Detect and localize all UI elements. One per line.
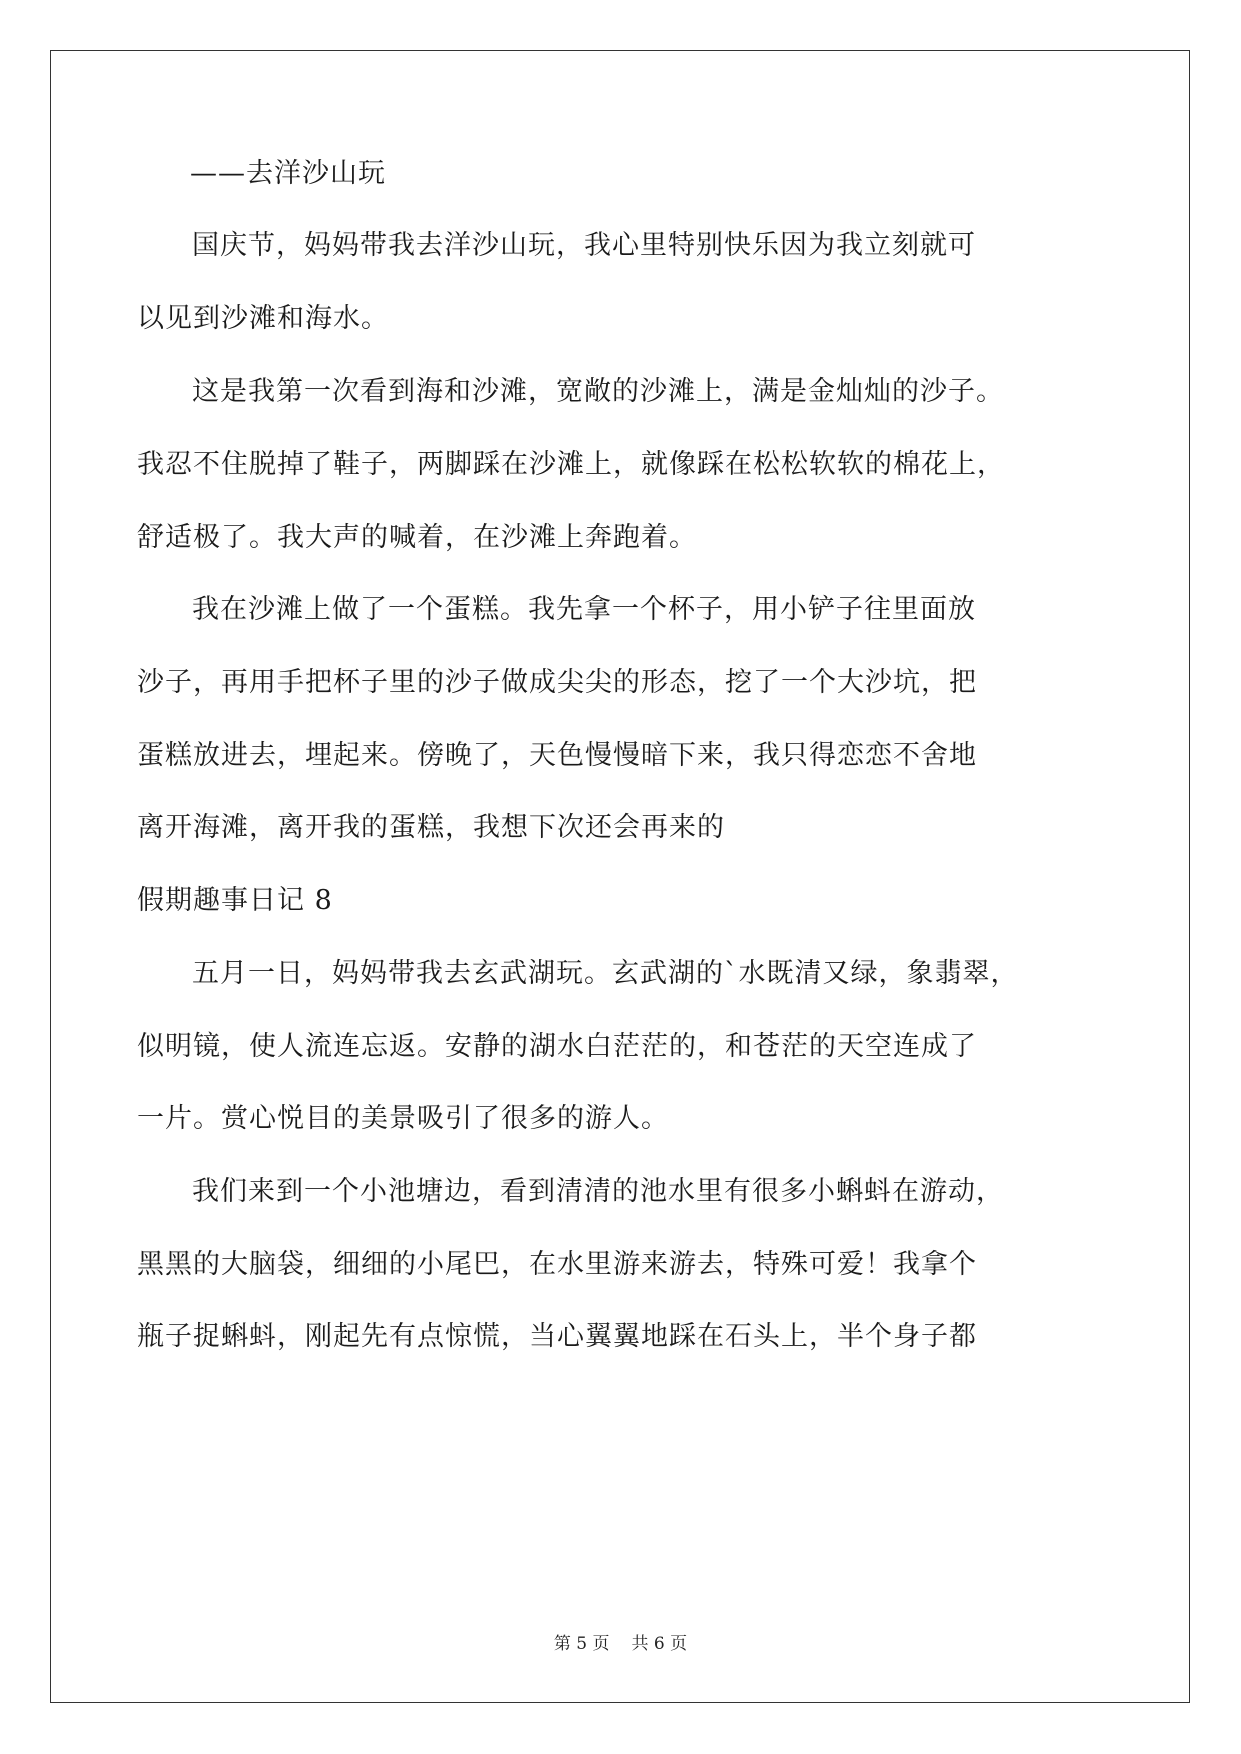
paragraph-line: 舒适极了。我大声的喊着，在沙滩上奔跑着。 xyxy=(137,522,697,553)
subtitle-line: ——去洋沙山玩 xyxy=(190,158,386,189)
paragraph-line: 我们来到一个小池塘边，看到清清的池水里有很多小蝌蚪在游动， xyxy=(192,1176,1004,1207)
page-border xyxy=(50,50,1190,1703)
page-total: 共 6 页 xyxy=(631,1634,688,1654)
paragraph-line: 黑黑的大脑袋，细细的小尾巴，在水里游来游去，特殊可爱！我拿个 xyxy=(137,1249,977,1280)
section-heading: 假期趣事日记 8 xyxy=(137,885,333,916)
paragraph-line: 我在沙滩上做了一个蛋糕。我先拿一个杯子，用小铲子往里面放 xyxy=(192,594,976,625)
paragraph-line: 一片。赏心悦目的美景吸引了很多的游人。 xyxy=(137,1103,669,1134)
paragraph-line: 蛋糕放进去，埋起来。傍晚了，天色慢慢暗下来，我只得恋恋不舍地 xyxy=(137,740,977,771)
paragraph-line: 瓶子捉蝌蚪，刚起先有点惊慌，当心翼翼地踩在石头上，半个身子都 xyxy=(137,1321,977,1352)
page-number: 第 5 页 xyxy=(553,1634,610,1654)
page-footer xyxy=(0,1632,1241,1656)
paragraph-line: 离开海滩，离开我的蛋糕，我想下次还会再来的 xyxy=(137,812,725,843)
paragraph-line: 以见到沙滩和海水。 xyxy=(137,303,389,334)
paragraph-line: 我忍不住脱掉了鞋子，两脚踩在沙滩上，就像踩在松松软软的棉花上， xyxy=(137,449,1005,480)
paragraph-line: 这是我第一次看到海和沙滩，宽敞的沙滩上，满是金灿灿的沙子。 xyxy=(192,376,1004,407)
paragraph-line: 沙子，再用手把杯子里的沙子做成尖尖的形态，挖了一个大沙坑，把 xyxy=(137,667,977,698)
paragraph-line: 五月一日，妈妈带我去玄武湖玩。玄武湖的`水既清又绿，象翡翠， xyxy=(192,958,1019,989)
paragraph-line: 国庆节，妈妈带我去洋沙山玩，我心里特别快乐因为我立刻就可 xyxy=(192,230,976,261)
paragraph-line: 似明镜，使人流连忘返。安静的湖水白茫茫的，和苍茫的天空连成了 xyxy=(137,1031,977,1062)
